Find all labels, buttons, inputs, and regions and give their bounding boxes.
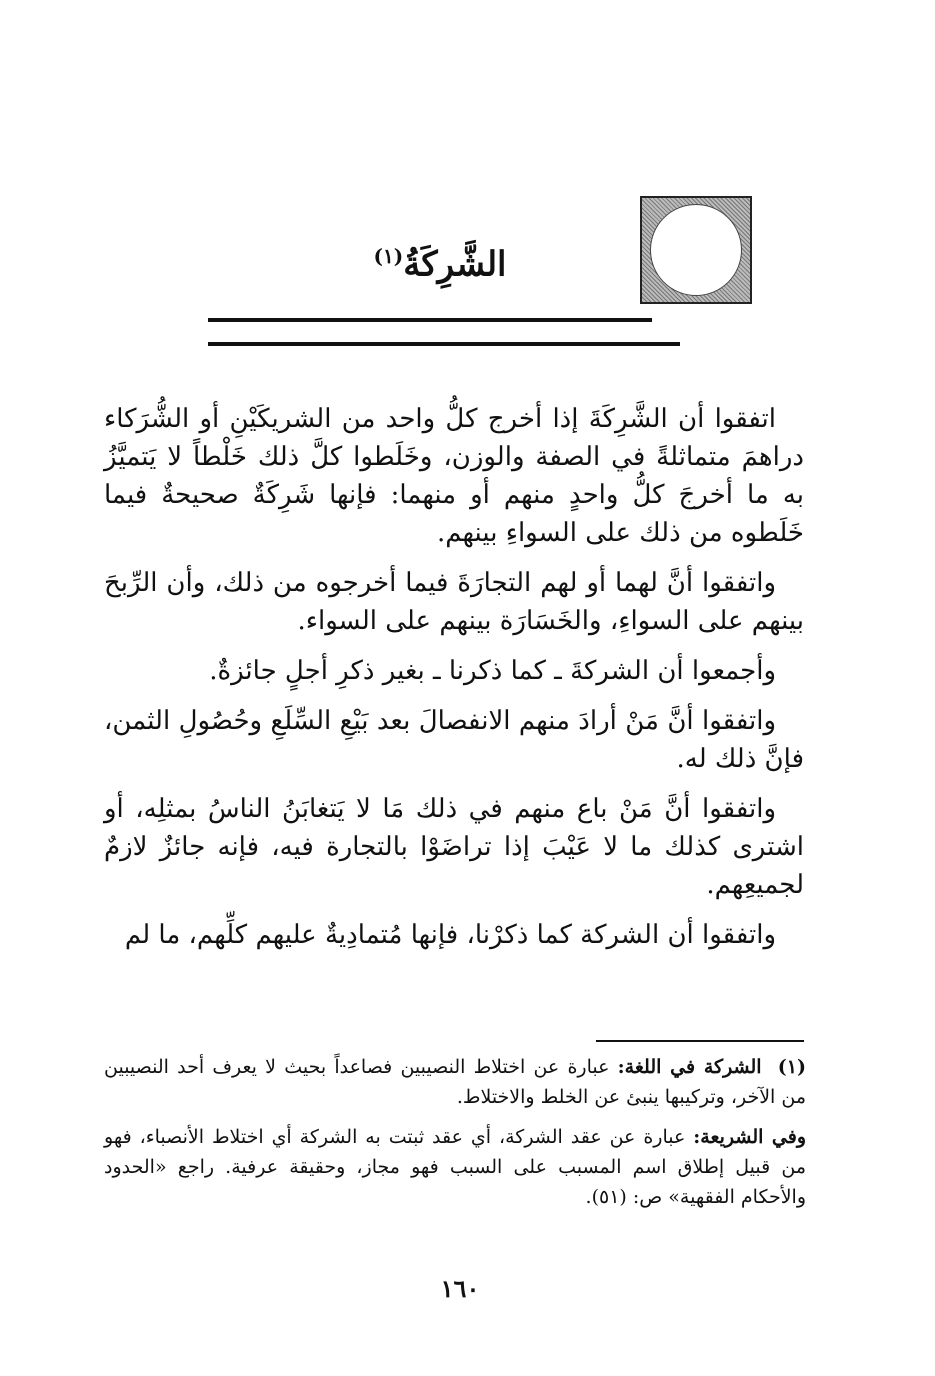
footnote-1: [104, 1052, 806, 1112]
title-rule-top: [208, 318, 652, 322]
page-number: ١٦٠: [440, 1274, 480, 1303]
paragraph-1: اتفقوا أن الشَّرِكَةَ إذا أخرج كلُّ واحد من الشريكَيْنِ أو الشُّرَكاء دراهمَ متماثلةً في الصفة والوزن، وخَلَطوا كلَّ ذلك خَلْطاً لا يَتميَّزُ به ما أخرجَ كلُّ واحدٍ منهم أو منهما: فإنها شَرِكَةٌ صحيحةٌ فيما خَلَطوه من ذلك على السواءِ بينهم.: [104, 404, 804, 548]
footnote-separator: [596, 1040, 804, 1042]
chapter-ornament: [640, 196, 752, 304]
footnotes: [104, 1052, 806, 1222]
footnote-1-continued: [104, 1122, 806, 1212]
chapter-title: [360, 244, 520, 285]
paragraph-3: وأجمعوا أن الشركةَ ـ كما ذكرنا ـ بغير ذكرِ أجلٍ جائزةٌ.: [209, 656, 776, 686]
chapter-title-text: الشَّرِكَةُ: [403, 244, 507, 285]
paragraph-5: واتفقوا أنَّ مَنْ باع منهم في ذلك مَا لا يَتغابَنُ الناسُ بمثلِه، أو اشترى كذلك ما لا عَيْبَ إذا تراضَوْا بالتجارة فيه، فإنه جائزٌ لازمٌ لجميعِهم.: [104, 794, 804, 900]
paragraph-2: واتفقوا أنَّ لهما أو لهم التجارَةَ فيما أخرجوه من ذلك، وأن الرِّبحَ بينهم على السواءِ، والخَسَارَة بينهم على السواء.: [104, 568, 804, 636]
footnote-sharia-text: عبارة عن عقد الشركة، أي عقد ثبتت به الشركة أي اختلاط الأنصباء، فهو من قبيل إطلاق اسم المسبب على السبب فهو مجاز، وحقيقة عرفية. راجع «الحدود والأحكام الفقهية» ص: (٥١).: [104, 1126, 806, 1208]
paragraph-6: واتفقوا أن الشركة كما ذكرْنا، فإنها مُتمادِيةٌ عليهم كلِّهم، ما لم: [124, 920, 776, 950]
footnote-lang-text: عبارة عن اختلاط النصيبين فصاعداً بحيث لا يعرف أحد النصيبين من الآخر، وتركيبها ينبئ عن الخلط والاختلاط.: [104, 1056, 806, 1108]
title-rule-bottom: [208, 342, 680, 346]
ornament-circle: [650, 204, 742, 296]
paragraph-4: واتفقوا أنَّ مَنْ أرادَ منهم الانفصالَ بعد بَيْعِ السِّلَعِ وحُصُولِ الثمن، فإنَّ ذلك له.: [104, 706, 804, 774]
chapter-footnote-marker: (١): [373, 244, 404, 268]
footnote-number: (١): [777, 1056, 806, 1078]
footnote-lang-label: الشركة في اللغة:: [617, 1056, 762, 1078]
body-text: [104, 400, 804, 966]
footnote-sharia-label: وفي الشريعة:: [693, 1126, 806, 1148]
